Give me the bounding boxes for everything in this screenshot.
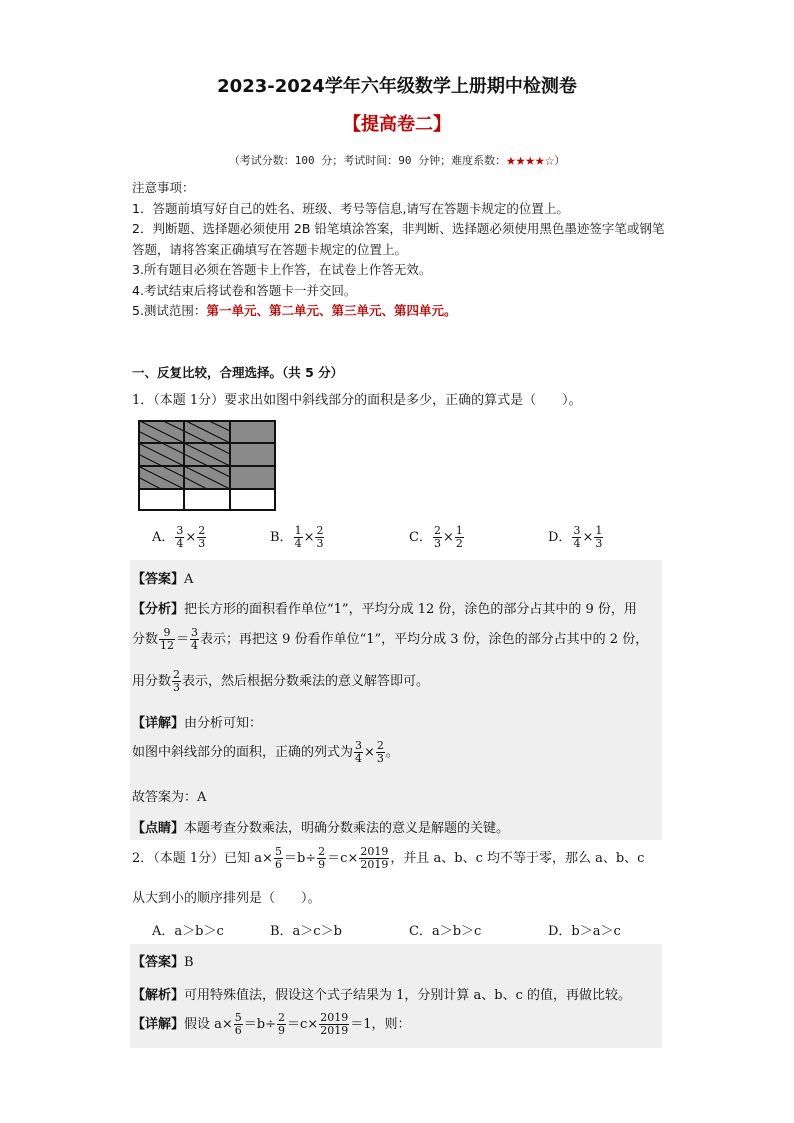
analysis-line: 【解析】可用特殊值法，假设这个式子结果为 1，分别计算 a、b、c 的值，再做比较。 <box>132 988 632 1003</box>
conclusion-line: 故答案为：A <box>132 790 207 805</box>
note-item: 1．答题前填写好自己的姓名、班级、考号等信息,请写在答题卡规定的位置上。 <box>132 200 569 216</box>
option-b[interactable]: B． $\frac{1}{4}$ × $\frac{2}{3}$ <box>270 524 324 550</box>
exam-meta-close: ） <box>554 154 566 167</box>
option-c[interactable]: C．a＞b＞c <box>409 924 482 939</box>
star-icon: ★ <box>515 150 526 169</box>
point-line: 【点睛】本题考查分数乘法，明确分数乘法的意义是解题的关键。 <box>132 821 510 836</box>
exam-meta <box>0 150 794 169</box>
question-2-stem-2: 从大到小的顺序排列是（ ）。 <box>132 891 321 906</box>
option-a[interactable]: A．a＞b＞c <box>152 924 224 939</box>
star-icon: ★ <box>535 150 545 169</box>
notes <box>132 178 672 322</box>
analysis-line-3: 用分数 $\frac{2}{3}$ 表示，然后根据分数乘法的意义解答即可。 <box>132 668 430 694</box>
page-subtitle: 【提高卷二】 <box>343 114 451 135</box>
star-icon: ★ <box>525 150 535 169</box>
star-empty-icon: ☆ <box>544 150 555 169</box>
difficulty-stars <box>506 150 554 169</box>
analysis-line-1: 【分析】把长方形的面积看作单位“1”，平均分成 12 份，涂色的部分占其中的 9 份，用 <box>132 602 637 617</box>
answer-line: 【答案】B <box>132 955 194 970</box>
note-item: 3.所有题目必须在答题卡上作答，在试卷上作答无效。 <box>132 262 432 277</box>
exam-meta-text: （考试分数：100 分；考试时间：90 分钟；难度系数： <box>228 154 507 167</box>
scope-value: 第一单元、第二单元、第三单元、第四单元。 <box>206 303 457 318</box>
note-scope <box>132 301 672 322</box>
detail-line-1: 【详解】由分析可知： <box>132 716 263 731</box>
scope-label: 5.测试范围： <box>132 303 207 318</box>
option-c[interactable]: C． $\frac{2}{3}$ × $\frac{1}{2}$ <box>409 524 463 550</box>
note-item: 4.考试结束后将试卷和答题卡一并交回。 <box>132 282 357 298</box>
detail-line-2: 如图中斜线部分的面积，正确的列式为 $\frac{3}{4}$ × $\frac{2}{3}$ 。 <box>132 739 399 765</box>
page-title: 2023-2024学年六年级数学上册期中检测卷 <box>217 76 577 97</box>
section-title: 一、反复比较，合理选择。（共 5 分） <box>132 365 344 380</box>
notes-heading: 注意事项： <box>132 180 195 195</box>
question-2-stem: 2．（本题 1分）已知 a× $\frac{5}{6}$ ＝b÷ $\frac{2}{9}$ ＝c× $\frac{2019}{2019}$ ，并且 a、b、c 均不等于零，那么 a、b、c <box>132 845 645 871</box>
analysis-line-2: 分数 $\frac{9}{12}$ ＝ $\frac{3}{4}$ 表示；再把这 9 份看作单位“1”，平均分成 3 份，涂色的部分占其中的 2 份， <box>132 626 649 652</box>
option-b[interactable]: B．a＞c＞b <box>270 924 342 939</box>
note-item: 2．判断题、选择题必须使用 2B 铅笔填涂答案，非判断、选择题必须使用黑色墨迹签字笔或钢笔答题，请将答案正确填写在答题卡规定的位置上。 <box>132 221 665 257</box>
option-d[interactable]: D． $\frac{3}{4}$ × $\frac{1}{3}$ <box>548 524 603 550</box>
question-1-stem: 1．（本题 1分）要求出如图中斜线部分的面积是多少，正确的算式是（ ）。 <box>132 393 582 408</box>
option-a[interactable]: A． $\frac{3}{4}$ × $\frac{2}{3}$ <box>152 524 206 550</box>
answer-line: 【答案】A <box>132 572 194 587</box>
star-icon: ★ <box>506 150 516 169</box>
shaded-rectangle-figure <box>138 420 276 511</box>
option-d[interactable]: D．b＞a＞c <box>548 924 621 939</box>
detail-line: 【详解】假设 a× $\frac{5}{6}$ ＝b÷ $\frac{2}{9}$ ＝c× $\frac{2019}{2019}$ ＝1，则： <box>132 1011 411 1037</box>
